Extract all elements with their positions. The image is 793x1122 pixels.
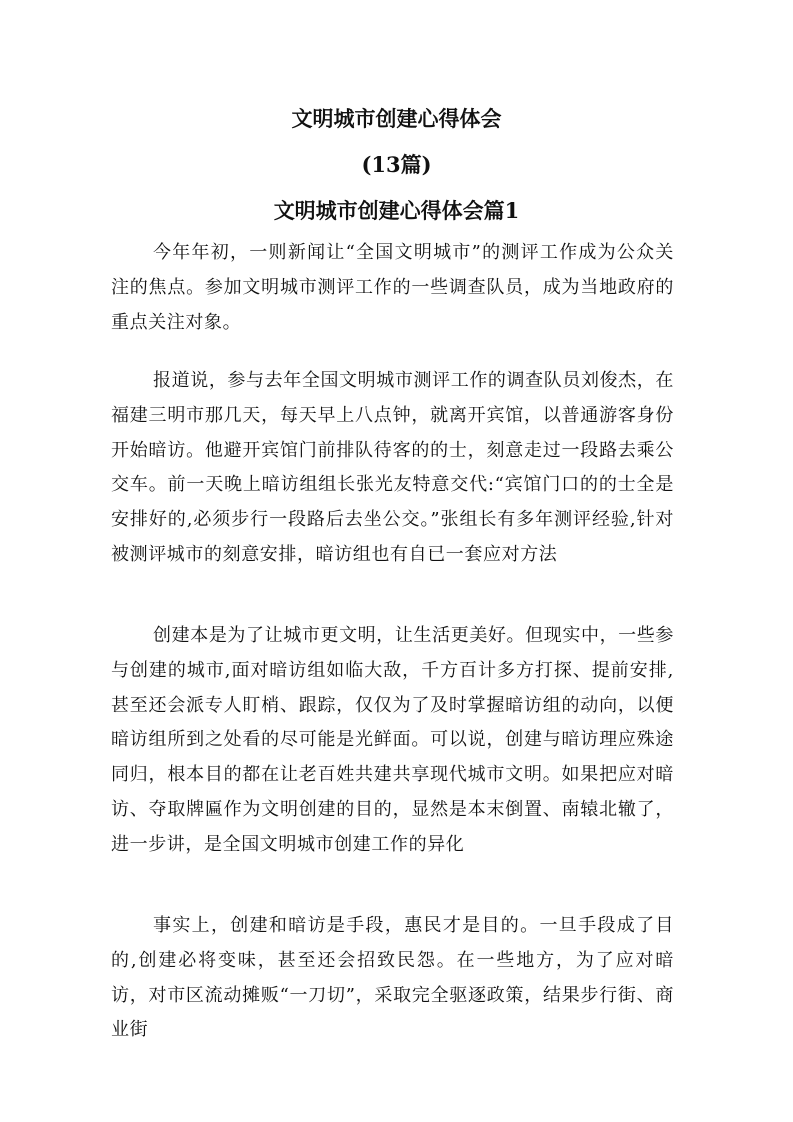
paragraph-4: 事实上，创建和暗访是手段，惠民才是目的。一旦手段成了目的,创建必将变味，甚至还会招致民怨。在一些地方，为了应对暗访，对市区流动摊贩“一刀切”，采取完全驱逐政策，结果步行街、商业街 <box>111 915 674 1041</box>
paragraph-2: 报道说，参与去年全国文明城市测评工作的调查队员刘俊杰，在福建三明市那几天，每天早上八点钟，就离开宾馆，以普通游客身份开始暗访。他避开宾馆门前排队待客的的士，刻意走过一段路去乘公交车。前一天晚上暗访组组长张光友特意交代:“宾馆门口的的士全是安排好的,必须步行一段路后去坐公交。”张组长有多年测评经验,针对被测评城市的刻意安排，暗访组也有自已一套应对方法 <box>111 370 674 565</box>
section-title: 文明城市创建心得体会篇1 <box>273 198 520 223</box>
document-title: 文明城市创建心得体会 <box>291 106 502 131</box>
document-count: (13篇) <box>361 152 432 177</box>
paragraph-1: 今年年初，一则新闻让“全国文明城市”的测评工作成为公众关注的焦点。参加文明城市测评工作的一些调查队员，成为当地政府的重点关注对象。 <box>111 242 674 333</box>
paragraph-3: 创建本是为了让城市更文明，让生活更美好。但现实中，一些参与创建的城市,面对暗访组如临大敌，千方百计多方打探、提前安排,甚至还会派专人盯梢、跟踪，仅仅为了及时掌握暗访组的动向，以便暗访组所到之处看的尽可能是光鲜面。可以说，创建与暗访理应殊途同归，根本目的都在让老百姓共建共享现代城市文明。如果把应对暗访、夺取牌匾作为文明创建的目的，显然是本末倒置、南辕北辙了，进一步讲，是全国文明城市创建工作的异化 <box>111 625 674 855</box>
